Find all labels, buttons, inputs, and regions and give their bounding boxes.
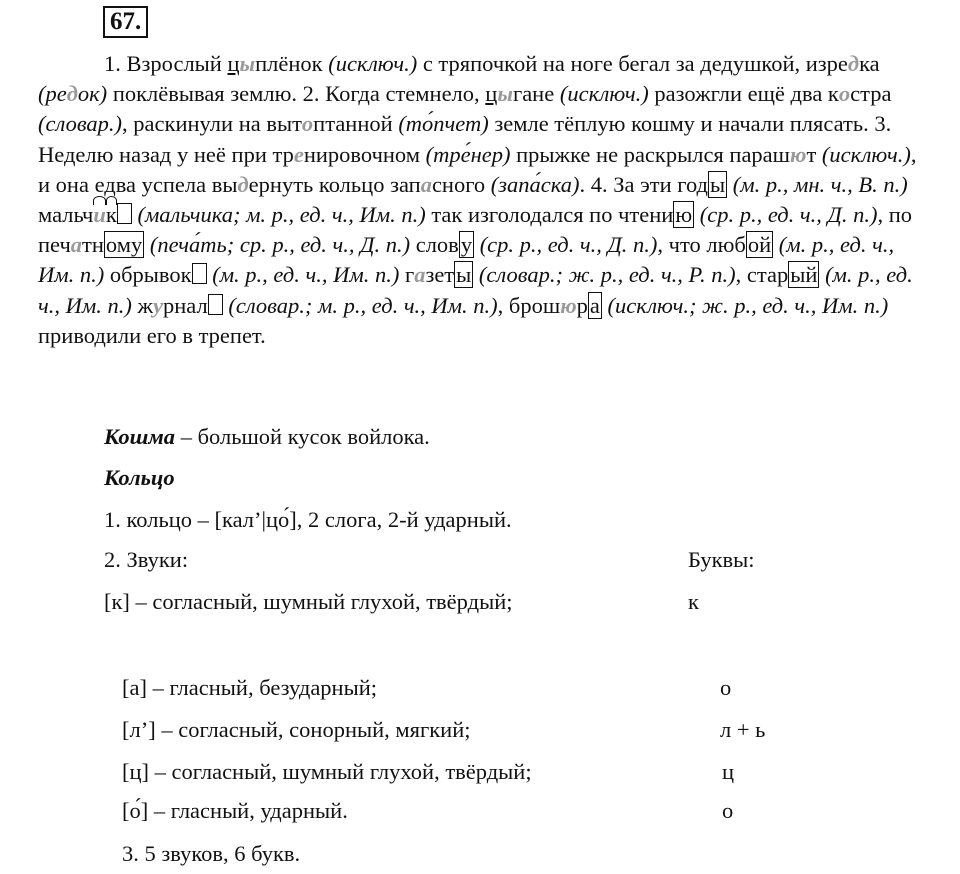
note: (мальчика; м. р., ед. ч., Им. п.) [131, 202, 426, 228]
text-run: птанной [313, 111, 399, 137]
note: (м. р., ед. ч., Им. п.) [38, 232, 895, 288]
letter-cell: о [720, 675, 732, 700]
note: (словар.; ж. р., ед. ч., Р. п.) [473, 262, 736, 288]
text-run: прыжке не раскрылся параш [510, 141, 790, 167]
highlighted-letter: а [420, 171, 432, 197]
letter-cell: л + ь [720, 717, 766, 742]
note: (ср. р., ед. ч., Д. п.) [474, 232, 658, 258]
highlighted-letter: о [301, 111, 314, 137]
letter-cell: о [722, 798, 734, 823]
ending-box: ю [675, 202, 693, 228]
sound-row: [к] – согласный, шумный глухой, твёрдый; [104, 589, 513, 614]
text-run: сного [431, 171, 491, 197]
letter-cell: к [688, 589, 699, 614]
text-run: , и она едва успела вы [38, 141, 917, 197]
note: (запа́ска) [490, 171, 580, 197]
text-run: плёнок [255, 51, 329, 76]
underlined-letter: ц [485, 81, 498, 107]
note-part: (ре [38, 81, 67, 107]
definition [104, 423, 430, 451]
ending-box: ому [105, 232, 143, 258]
text-run: стра [850, 81, 892, 107]
letters-label: Буквы: [688, 547, 755, 572]
sound-row: [а] – гласный, безударный; [122, 675, 378, 700]
text-run: 1. Взрослый [104, 51, 228, 76]
text-run: гане [512, 81, 560, 107]
text-run: ернуть кольцо зап [248, 171, 421, 197]
note: (словар.; м. р., ед. ч., Им. п.) [222, 292, 498, 318]
text-run: рнал [163, 292, 208, 318]
text-run: с тряпочкой на ноге бегал за дедушкой, изре [417, 51, 848, 76]
text-run: так изголодался по чтени [425, 202, 674, 228]
highlighted-letter: а [70, 232, 83, 258]
highlighted-letter: д [237, 171, 249, 197]
text-run: . 4. За эти год [579, 171, 708, 197]
ending-box: ы [710, 171, 726, 197]
text-run: зет [425, 262, 455, 288]
exercise-text [38, 49, 918, 351]
note: (тре́нер) [425, 141, 511, 167]
note-part: ок) [77, 81, 108, 107]
highlighted-letter: д [847, 51, 860, 76]
definition-term: Кошма [104, 424, 176, 449]
highlighted-letter: ю [560, 292, 577, 318]
analysis-word: Кольцо [104, 465, 175, 490]
underlined-letter: ц [227, 51, 240, 76]
exercise-number: 67. [103, 6, 148, 38]
highlighted-letter: ю [790, 141, 807, 167]
empty-ending-box [117, 203, 132, 224]
ending-box: ый [790, 262, 818, 288]
exercise-paragraph [38, 49, 918, 351]
note: (исключ.; ж. р., ед. ч., Им. п.) [601, 292, 889, 318]
text-run: г [399, 262, 415, 288]
text-run: т [806, 141, 822, 167]
highlighted-letter: ы [239, 51, 256, 76]
note: (печа́ть; ср. р., ед. ч., Д. п.) [144, 232, 411, 258]
text-run: , раскинули на выт [122, 111, 302, 137]
note: (исключ.) [821, 141, 911, 167]
text-run: тн [82, 232, 104, 258]
note: (м. р., ед. ч., Им. п.) [206, 262, 400, 288]
highlighted-letter: о [838, 81, 851, 107]
text-run: обрывок [104, 262, 192, 288]
text-run: поклёвывая землю. 2. Когда стемнело, [107, 81, 486, 107]
text-run: ка [859, 51, 880, 76]
analysis-summary: 3. 5 звуков, 6 букв. [122, 841, 301, 866]
note: (ср. р., ед. ч., Д. п.) [694, 202, 878, 228]
sound-row: [л’] – согласный, сонорный, мягкий; [122, 717, 471, 742]
note [38, 81, 107, 106]
text-run: земле тёплую кошму и начали плясать. 3. Неделю назад у неё при тр [38, 111, 892, 167]
ending-box: а [589, 292, 600, 318]
ending-box: ы [456, 262, 472, 288]
note: (словар.) [38, 111, 123, 137]
note: (м. р., ед. ч., Им. п.) [38, 262, 913, 318]
empty-ending-box [208, 294, 223, 315]
suffix-arc: и [93, 202, 106, 228]
highlighted-letter: а [414, 262, 426, 288]
definition-text: – большой кусок войлока. [175, 424, 430, 449]
sounds-label: 2. Звуки: [104, 547, 189, 572]
text-run: нировочном [303, 141, 426, 167]
text-run: , стар [735, 262, 789, 288]
empty-ending-box [192, 263, 207, 284]
highlighted-letter: у [153, 292, 164, 318]
text-run: слов [410, 232, 459, 258]
text-run: ж [131, 292, 154, 318]
suffix-arc-letter: к [105, 202, 117, 228]
highlighted-letter: е [293, 141, 304, 167]
text-run: разожгли ещё два к [648, 81, 839, 107]
highlighted-letter: ы [497, 81, 513, 107]
ending-box: ой [747, 232, 772, 258]
sound-row: [ц] – согласный, шумный глухой, твёрдый; [122, 759, 532, 784]
text-run: , что люб [657, 232, 746, 258]
text-run: мальч [38, 202, 94, 228]
sound-row: [о́] – гласный, ударный. [122, 798, 348, 823]
text-run: приводили его в трепет. [38, 322, 266, 348]
highlighted-letter: д [66, 81, 78, 107]
text-run: р [576, 292, 588, 318]
text-run: , брош [497, 292, 561, 318]
note: (исключ.) [559, 81, 649, 107]
ending-box: у [460, 232, 473, 258]
note: (исключ.) [328, 51, 418, 76]
syllable-analysis: 1. кольцо – [кал’|цо́], 2 слога, 2-й ударный. [104, 507, 512, 532]
letter-cell: ц [722, 759, 735, 784]
note: (м. р., мн. ч., В. п.) [727, 171, 908, 197]
text-run: , по печ [38, 202, 913, 258]
note: (то́пчет) [398, 111, 489, 137]
